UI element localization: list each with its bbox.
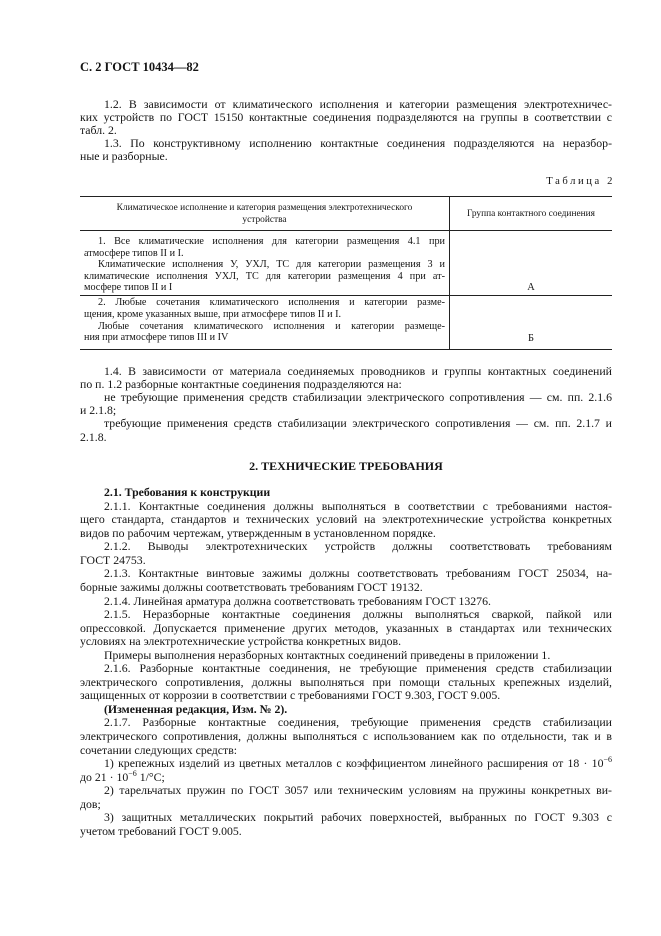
clause-1-4-line: по п. 1.2 разборные контактные соединения подразделяются на: xyxy=(80,376,402,391)
clause-2-1-6-line: 2.1.6. Разборные контактные соединения, не требующие применения средств стабилизации xyxy=(104,661,612,676)
condition-line: щения, кроме указанных выше, при атмосфере типов II и I. xyxy=(84,308,342,320)
item-3-line: 3) защитных металлических покрытий рабочих поверхностей, выбранных по ГОСТ 9.303 с xyxy=(104,810,612,825)
header-climate-cell xyxy=(80,197,449,230)
condition-line: Климатические исполнения У, УХЛ, ТС для категории размещения 3 и xyxy=(98,259,445,271)
clause-2-1-1-line: 2.1.1. Контактные соединения должны выполняться в соответствии с требованиями настоя- xyxy=(104,498,612,513)
table-row xyxy=(80,231,612,296)
group-value: А xyxy=(527,282,535,294)
condition-line: Любые сочетания климатического исполнения и категории размеще- xyxy=(98,320,445,332)
condition-line: 2. Любые сочетания климатического исполнения и категории разме- xyxy=(98,297,445,308)
condition-line: 1. Все климатические исполнения для категории размещения 4.1 при xyxy=(98,236,445,247)
condition-line: ния при атмосфере типов III и IV xyxy=(84,332,229,344)
clause-2-1-7-line: электрического сопротивления, должны выполняться с использованием как по отдельности, так и в xyxy=(80,729,612,744)
item-2-line: дов; xyxy=(80,796,101,811)
table-2 xyxy=(80,196,612,350)
clause-2-1-1-line: видов по рабочим чертежам, утвержденным в установленном порядке. xyxy=(80,525,436,540)
subsection-heading: 2.1. Требования к конструкции xyxy=(104,485,271,500)
clause-1-2-line: табл. 2. xyxy=(80,122,117,137)
condition-line: атмосфере типов II и I. xyxy=(84,247,184,259)
header-climate-line: устройства xyxy=(242,214,287,225)
section-heading: 2. ТЕХНИЧЕСКИЕ ТРЕБОВАНИЯ xyxy=(249,459,443,473)
clause-2-1-5-line: опрессовкой. Допускается применение других методов, указанных в стандартах или технических xyxy=(80,620,612,635)
clause-2-1-3-line: борные зажимы должны соответствовать требованиям ГОСТ 19132. xyxy=(80,580,423,595)
condition-line: климатические исполнения УХЛ, ТС для категории размещения 4 при ат- xyxy=(84,270,445,282)
item-1-line xyxy=(80,768,612,785)
group-cell xyxy=(450,231,612,295)
clause-1-4 xyxy=(80,365,612,444)
clause-1-2-line: 1.2. В зависимости от климатического исполнения и категории размещения электротехничес- xyxy=(104,96,612,111)
exponent: −6 xyxy=(128,768,137,778)
item-1-line xyxy=(80,757,612,771)
amendment-note: (Измененная редакция, Изм. № 2). xyxy=(104,701,288,716)
clause-2-1-7-line: 2.1.7. Разборные контактные соединения, требующие применения средств стабилизации xyxy=(104,715,612,730)
clause-1-3-line: ные и разборные. xyxy=(80,148,168,163)
clause-1-3 xyxy=(80,137,612,163)
condition-line: мосфере типов II и I xyxy=(84,282,173,294)
clause-2-1-6-line: электрического сопротивления, должны выполняться при помощи стальных крепежных изделий, xyxy=(80,674,612,689)
clause-1-4-line: и 2.1.8; xyxy=(80,403,117,418)
exponent: −6 xyxy=(603,755,612,765)
clause-2-1-4-line: 2.1.4. Линейная арматура должна соответствовать требованиям ГОСТ 13276. xyxy=(104,593,491,608)
header-group-cell xyxy=(450,197,612,230)
clause-1-4-line: 1.4. В зависимости от материала соединяемых проводников и группы контактных соединений xyxy=(104,363,612,378)
clause-2-1-5-line: 2.1.5. Неразборные контактные соединения должны выполняться сваркой, пайкой или xyxy=(104,607,612,622)
unit-text: 1/°C; xyxy=(139,769,165,784)
item-1-text: до 21 · 10 xyxy=(80,769,129,784)
column-divider xyxy=(449,197,450,349)
clause-2-1-2-line: 2.1.2. Выводы электротехнических устройств должны соответствовать требованиям xyxy=(104,539,612,554)
clause-1-2-line: ких устройств по ГОСТ 15150 контактные соединения подразделяются на группы в соответствии с xyxy=(80,109,612,124)
header-climate-line: Климатическое исполнение и категория размещения электротехнического xyxy=(116,202,413,213)
clause-1-2 xyxy=(80,98,612,137)
clause-2-1-2-line: ГОСТ 24753. xyxy=(80,552,146,567)
clause-2-1-3-line: 2.1.3. Контактные винтовые зажимы должны соответствовать требованиям ГОСТ 25034, на- xyxy=(104,566,612,581)
group-cell xyxy=(450,296,612,349)
clause-1-3-line: 1.3. По конструктивному исполнению контактные соединения подразделяются на неразбор- xyxy=(104,135,612,150)
item-2-line: 2) тарельчатых пружин по ГОСТ 3057 или техническим условиям на пружины конкретных ви- xyxy=(104,783,612,798)
clause-2-1-7-line: сочетании следующих средств: xyxy=(80,742,238,757)
clause-1-4-line: не требующие применения средств стабилизации электрического сопротивления — см. пп. 2.1.6 xyxy=(104,389,612,404)
group-value: Б xyxy=(528,332,534,344)
examples-note: Примеры выполнения неразборных контактных соединений приведены в приложении 1. xyxy=(104,647,551,662)
clause-2-1-1-line: щего стандарта, стандартов и технических условий на электротехнические устройства конкретных xyxy=(80,512,612,527)
clause-2-1-6-line: защищенных от коррозии в соответствии с требованиями ГОСТ 9.303, ГОСТ 9.005. xyxy=(80,688,501,703)
conditions-cell xyxy=(80,296,449,349)
clause-1-4-line: 2.1.8. xyxy=(80,429,107,444)
table-row xyxy=(80,296,612,349)
clause-2-1-5-line: условиях на электротехнические устройства конкретных видов. xyxy=(80,634,402,649)
conditions-cell xyxy=(80,231,449,295)
item-1-text: 1) крепежных изделий из цветных металлов с коэффициентом линейного расширения от 18 · 10 xyxy=(104,756,604,771)
header-group-label: Группа контактного соединения xyxy=(467,208,595,219)
clauses-1-2-1-3 xyxy=(80,98,612,163)
clause-1-4-line: требующие применения средств стабилизации электрического сопротивления — см. пп. 2.1.7 и xyxy=(104,416,612,431)
page-header: С. 2 ГОСТ 10434—82 xyxy=(80,60,199,74)
item-3-line: учетом требований ГОСТ 9.005. xyxy=(80,823,242,838)
table-header-row xyxy=(80,197,612,231)
table-caption: Таблица 2 xyxy=(546,176,615,187)
section-2-1 xyxy=(80,486,612,838)
